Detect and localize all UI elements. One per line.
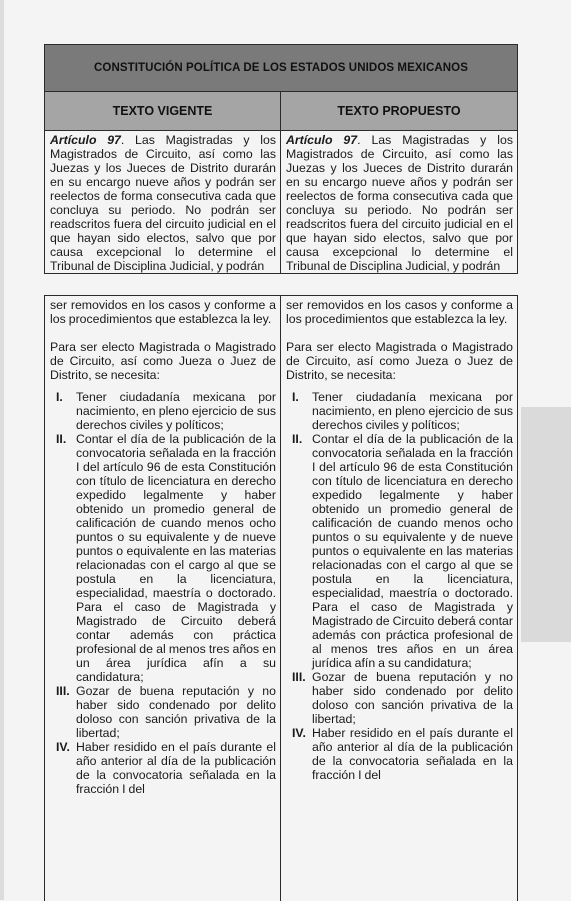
list-item <box>50 432 276 684</box>
requirements-intro: Para ser electo Magistrada o Magistrado de Circuito, así como Jueza o Juez de Distrito, se necesita: <box>286 340 513 382</box>
list-item <box>50 684 276 740</box>
item-number: III. <box>50 684 76 740</box>
list-item <box>286 726 513 782</box>
list-item <box>50 740 276 796</box>
cell-propuesto-article <box>281 131 518 274</box>
item-number: IV. <box>50 740 76 796</box>
list-item <box>286 390 513 432</box>
requirements-list <box>286 390 513 782</box>
list-item <box>286 432 513 670</box>
article-label: Artículo 97 <box>50 133 121 147</box>
item-number: II. <box>50 432 76 684</box>
item-text: Haber residido en el país durante el año anterior al día de la publicación de la convocatoria señalada en la fracción I del <box>76 740 276 796</box>
column-header-propuesto: TEXTO PROPUESTO <box>281 92 518 131</box>
item-text: Tener ciudadanía mexicana por nacimiento, en pleno ejercicio de sus derechos civiles y políticos; <box>76 390 276 432</box>
item-text: Gozar de buena reputación y no haber sido condenado por delito doloso con sanción privativa de la libertad; <box>76 684 276 740</box>
list-item <box>50 390 276 432</box>
item-text: Gozar de buena reputación y no haber sido condenado por delito doloso con sanción privativa de la libertad; <box>312 670 513 726</box>
continuation-text: ser removidos en los casos y conforme a los procedimientos que establezca la ley. <box>286 298 513 326</box>
side-scroll-tab[interactable] <box>521 407 571 642</box>
article-label: Artículo 97 <box>286 133 357 147</box>
cell-vigente-continued <box>45 296 281 901</box>
item-text: Contar el día de la publicación de la convocatoria señalada en la fracción I del artículo 96 de esta Constitución con título de licenciatura en derecho expedido legalmente y haber obtenido un promedio general de calificación de cuando menos ocho puntos o su equivalente y de nueve puntos o equivalente en las materias relacionadas con el cargo al que se postula en la licenciatura, especialidad, maestría o doctorado. Para el caso de Magistrada y Magistrado de Circuito deberá contar además con práctica profesional de al menos tres años en un área jurídica afín a su candidatura; <box>76 432 276 684</box>
document-page <box>43 0 518 900</box>
column-header-vigente: TEXTO VIGENTE <box>45 92 281 131</box>
item-number: I. <box>50 390 76 432</box>
item-number: IV. <box>286 726 312 782</box>
comparison-table-continued <box>44 295 518 901</box>
list-item <box>286 670 513 726</box>
cell-vigente-article <box>45 131 281 274</box>
article-text: . Las Magistradas y los Magistrados de Circuito, así como las Juezas y los Jueces de Distrito durarán en su encargo nueve años y podrán ser reelectos de forma consecutiva cada que concluya su periodo. No podrán ser readscritos fuera del circuito judicial en el que hayan sido electos, salvo que por causa excepcional lo determine el Tribunal de Disciplina Judicial, y podrán <box>286 133 513 273</box>
table-title: CONSTITUCIÓN POLÍTICA DE LOS ESTADOS UNIDOS MEXICANOS <box>45 45 518 92</box>
item-number: III. <box>286 670 312 726</box>
item-text: Haber residido en el país durante el año anterior al día de la publicación de la convocatoria señalada en la fracción I del <box>312 726 513 782</box>
article-text: . Las Magistradas y los Magistrados de Circuito, así como las Juezas y los Jueces de Distrito durarán en su encargo nueve años y podrán ser reelectos de forma consecutiva cada que concluya su periodo. No podrán ser readscritos fuera del circuito judicial en el que hayan sido electos, salvo que por causa excepcional lo determine el Tribunal de Disciplina Judicial, y podrán <box>50 133 276 273</box>
requirements-list <box>50 390 276 796</box>
item-text: Tener ciudadanía mexicana por nacimiento, en pleno ejercicio de sus derechos civiles y políticos; <box>312 390 513 432</box>
requirements-intro: Para ser electo Magistrada o Magistrado de Circuito, así como Jueza o Juez de Distrito, se necesita: <box>50 340 276 382</box>
item-text: Contar el día de la publicación de la convocatoria señalada en la fracción I del artículo 96 de esta Constitución con título de licenciatura en derecho expedido legalmente y haber obtenido un promedio general de calificación de cuando menos ocho puntos o su equivalente y de nueve puntos o equivalente en las materias relacionadas con el cargo al que se postula en la licenciatura, especialidad, maestría o doctorado. Para el caso de Magistrada y Magistrado de Circuito deberá contar además con práctica profesional de al menos tres años en un área jurídica afín a su candidatura; <box>312 432 513 670</box>
cell-propuesto-continued <box>281 296 518 901</box>
continuation-text: ser removidos en los casos y conforme a los procedimientos que establezca la ley. <box>50 298 276 326</box>
page-edge <box>0 0 4 900</box>
comparison-table-top <box>44 44 518 274</box>
item-number: II. <box>286 432 312 670</box>
item-number: I. <box>286 390 312 432</box>
